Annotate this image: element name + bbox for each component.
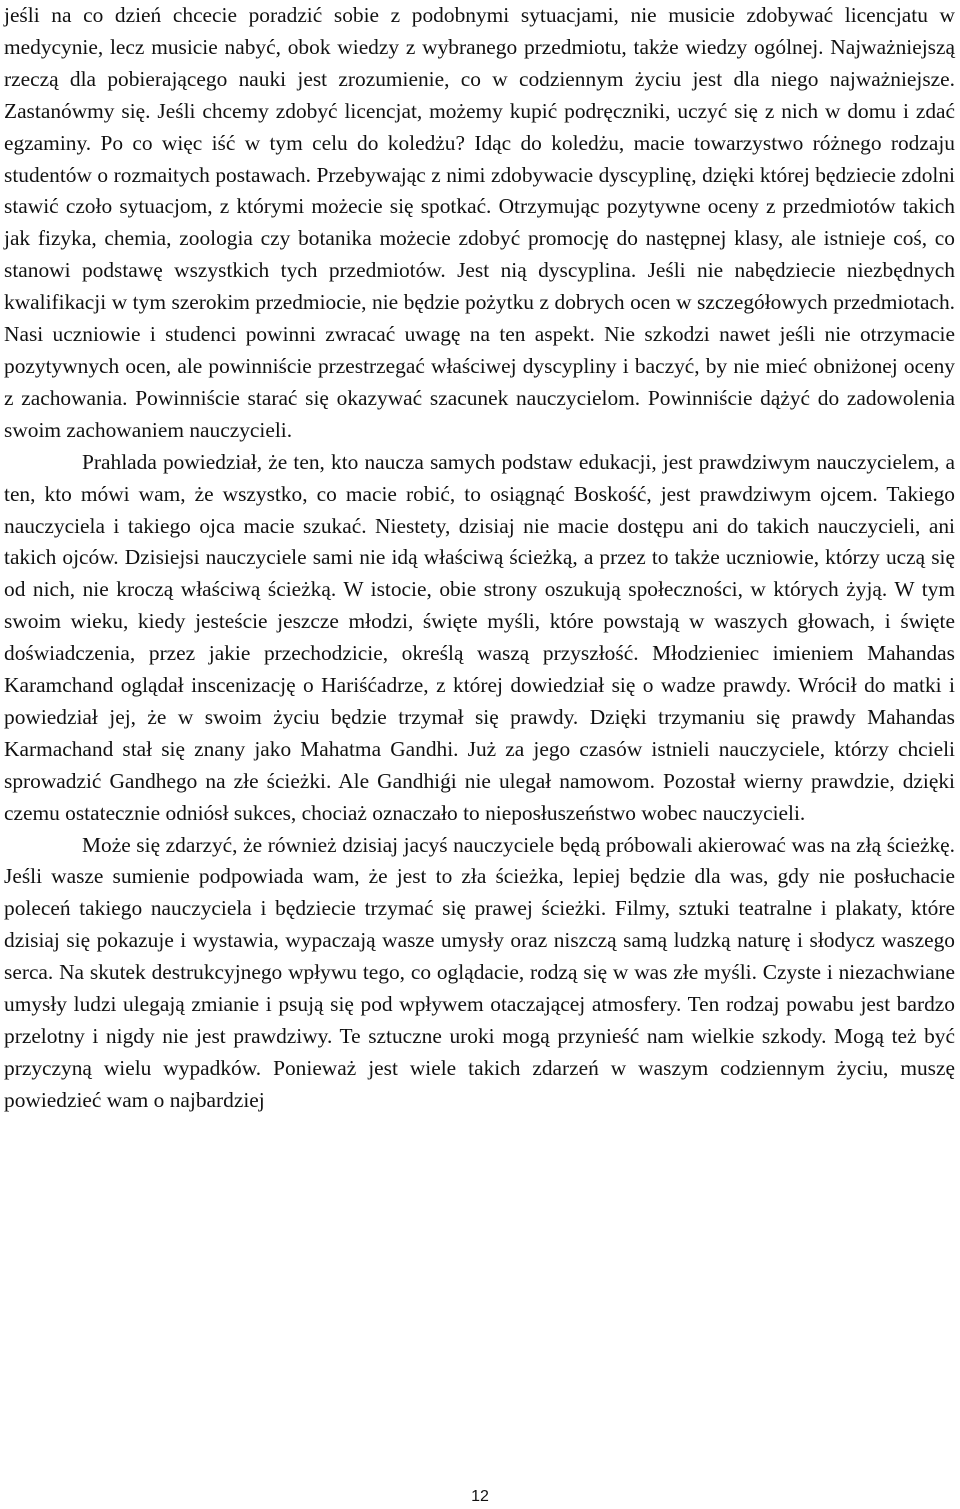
paragraph: Może się zdarzyć, że również dzisiaj jacyś nauczyciele będą próbowali akierować was na złą ścieżkę. Jeśli wasze sumienie podpowiada wam, że jest to zła ścieżka, lepiej będzie dla was, gdy nie posłuchacie poleceń takiego nauczyciela i będziecie trzymać się prawej ścieżki. Filmy, sztuki teatralne i plakaty, które dzisiaj się pokazuje i wystawia, wypaczają wasze umysły oraz niszczą samą ludzką naturę i słodycz waszego serca. Na skutek destrukcyjnego wpływu tego, co oglądacie, rodzą się w was złe myśli. Czyste i niezachwiane umysły ludzi ulegają zmianie i psują się pod wpływem otaczającej atmosfery. Ten rodzaj powabu jest bardzo przelotny i nigdy nie jest prawdziwy. Te sztuczne uroki mogą przynieść nam wielkie szkody. Mogą też być przyczyną wielu wypadków. Ponieważ jest wiele takich zdarzeń w waszym codziennym życiu, muszę powiedzieć wam o najbardziej [4,832,955,1112]
page-number: 12 [471,1488,489,1505]
paragraph: Prahlada powiedział, że ten, kto naucza samych podstaw edukacji, jest prawdziwym nauczycielem, a ten, kto mówi wam, że wszystko, co macie robić, to osiągnąć Boskość, jest prawdziwym ojcem. Takiego nauczyciela i takiego ojca macie szukać. Niestety, dzisiaj nie macie dostępu ani do takich nauczycieli, ani takich ojców. Dzisiejsi nauczyciele sami nie idą właściwą ścieżką, a przez to także uczniowie, którzy uczą się od nich, nie kroczą właściwą ścieżką. W istocie, obie strony oszukują społeczności, w których żyją. W tym swoim wieku, kiedy jesteście jeszcze młodzi, święte myśli, które powstają w waszych głowach, i święte doświadczenia, przez jakie przechodzicie, określą waszą przyszłość. Młodzieniec imieniem Mahandas Karamchand oglądał inscenizację o Hariśćadrze, z której dowiedział się o wadze prawdy. Wrócił do matki i powiedział jej, że w swoim życiu będzie trzymał się prawdy. Dzięki trzymaniu się prawdy Mahandas Karmachand stał się znany jako Mahatma Gandhi. Już za jego czasów istnieli nauczyciele, którzy chcieli sprowadzić Gandhego na złe ścieżki. Ale Gandhiǵi nie ulegał namowom. Pozostał wierny prawdzie, dzięki czemu ostatecznie odniósł sukces, chociaż oznaczało to nieposłuszeństwo wobec nauczycieli. [4,449,955,825]
paragraph: jeśli na co dzień chcecie poradzić sobie z podobnymi sytuacjami, nie musicie zdobywać licencjatu w medycynie, lecz musicie nabyć, obok wiedzy z wybranego przedmiotu, także wiedzy ogólnej. Najważniejszą rzeczą dla pobierającego nauki jest zrozumienie, co w codziennym życiu jest dla niego najważniejsze. Zastanówmy się. Jeśli chcemy zdobyć licencjat, możemy kupić podręczniki, uczyć się z nich w domu i zdać egzaminy. Po co więc iść w tym celu do koledżu? Idąc do koledżu, macie towarzystwo różnego rodzaju studentów o rozmaitych postawach. Przebywając z nimi zdobywacie dyscyplinę, dzięki której będziecie zdolni stawić czoło sytuacjom, z którymi możecie się spotkać. Otrzymując pozytywne oceny z przedmiotów takich jak fizyka, chemia, zoologia czy botanika możecie zdobyć promocję do następnej klasy, ale istnieje coś, co stanowi podstawę wszystkich tych przedmiotów. Jest nią dyscyplina. Jeśli nie nabędziecie niezbędnych kwalifikacji w tym szerokim przedmiocie, nie będzie pożytku z dobrych ocen w szczegółowych przedmiotach. Nasi uczniowie i studenci powinni zwracać uwagę na ten aspekt. Nie szkodzi nawet jeśli nie otrzymacie pozytywnych ocen, ale powinniście przestrzegać właściwej dyscypliny i baczyć, by nie mieć obniżonej oceny z zachowania. Powinniście starać się okazywać szacunek nauczycielom. Powinniście dążyć do zadowolenia swoim zachowaniem nauczycieli. [4,3,955,442]
document-body [4,0,955,1117]
